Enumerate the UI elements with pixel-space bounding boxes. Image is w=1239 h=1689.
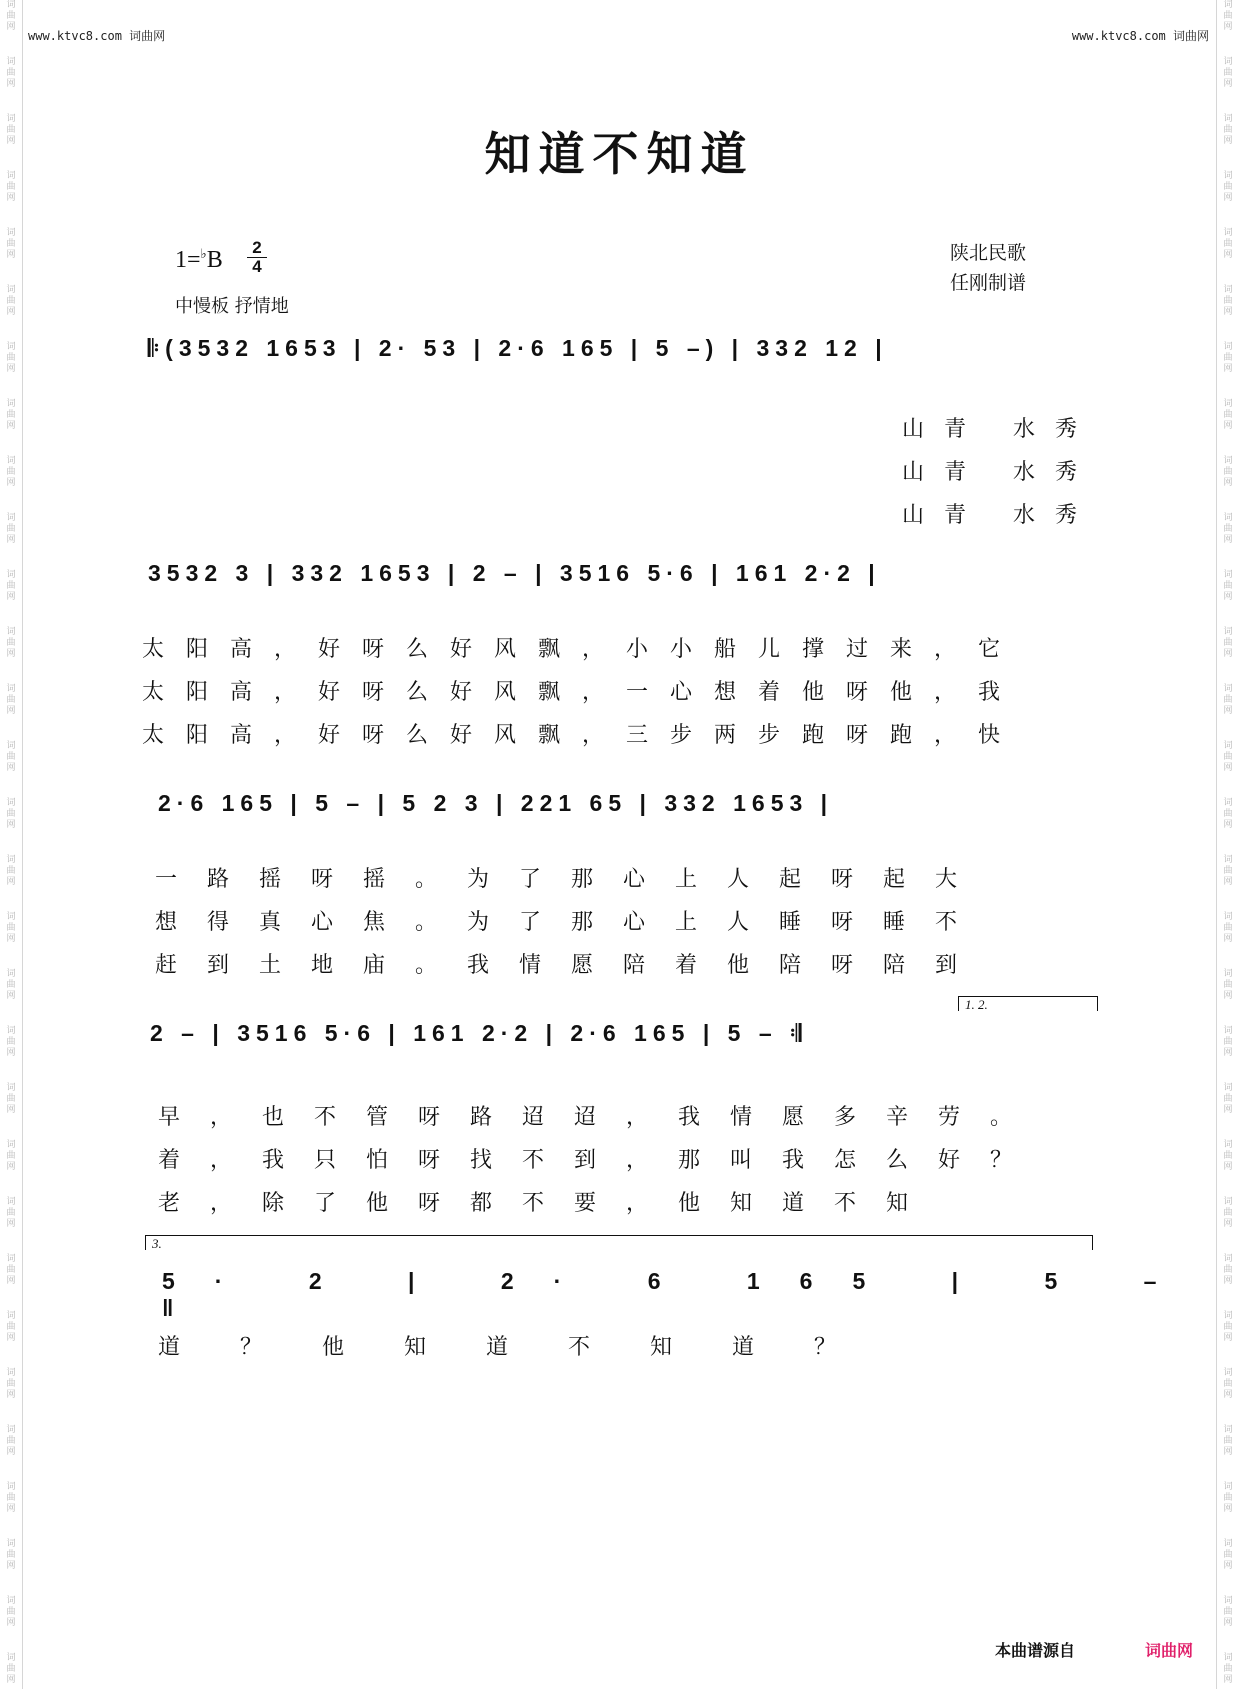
watermark-text: 词曲网 <box>6 171 16 203</box>
watermark-text: 词曲网 <box>6 1482 16 1514</box>
watermark-text: 词曲网 <box>6 342 16 374</box>
watermark-text: 词曲网 <box>1223 1311 1233 1343</box>
watermark-text: 词曲网 <box>6 855 16 887</box>
watermark-text: 词曲网 <box>6 1311 16 1343</box>
watermark-text: 词曲网 <box>1223 456 1233 488</box>
lyric-row4-verse3: 老，除了他呀都不要，他知道不知 <box>158 1191 939 1216</box>
watermark-text: 词曲网 <box>1223 342 1233 374</box>
watermark-text: 词曲网 <box>1223 1197 1233 1229</box>
lyric-row1-verse1: 山青 水秀 <box>902 417 1097 442</box>
score-row-1: 𝄆(3532 1653 | 2· 53 | 2·6 165 | 5 –) | 332 12 | <box>148 335 888 361</box>
arranger-credit: 任刚制谱 <box>950 272 1027 294</box>
watermark-text: 词曲网 <box>6 1368 16 1400</box>
watermark-text: 词曲网 <box>1223 570 1233 602</box>
watermark-text: 词曲网 <box>1223 855 1233 887</box>
watermark-text: 词曲网 <box>6 0 16 32</box>
origin-credit: 陕北民歌 <box>950 242 1027 264</box>
time-signature: 2 4 <box>247 240 267 275</box>
watermark-text: 词曲网 <box>1223 1083 1233 1115</box>
site-url-right: www.ktvc8.com 词曲网 <box>1071 29 1209 43</box>
watermark-text: 词曲网 <box>1223 1596 1233 1628</box>
watermark-text: 词曲网 <box>1223 912 1233 944</box>
watermark-text: 词曲网 <box>1223 171 1233 203</box>
watermark-text: 词曲网 <box>1223 1425 1233 1457</box>
watermark-text: 词曲网 <box>6 570 16 602</box>
watermark-text: 词曲网 <box>6 57 16 89</box>
key-signature: 1=♭B <box>175 246 223 273</box>
watermark-text: 词曲网 <box>6 1140 16 1172</box>
watermark-text: 词曲网 <box>1223 1482 1233 1514</box>
tempo-marking: 中慢板 抒情地 <box>175 296 289 317</box>
score-row-2: 3532 3 | 332 1653 | 2 – | 3516 5·6 | 161 2·2 | <box>148 560 881 586</box>
watermark-text: 词曲网 <box>6 627 16 659</box>
watermark-text: 词曲网 <box>6 1653 16 1685</box>
song-title: 知道不知道 <box>484 127 755 181</box>
watermark-text: 词曲网 <box>6 114 16 146</box>
watermark-text: 词曲网 <box>1223 684 1233 716</box>
watermark-text: 词曲网 <box>6 456 16 488</box>
lyric-row1-verse3: 山青 水秀 <box>902 503 1097 528</box>
lyric-row3-verse3: 赶到土地庙。我情愿陪着他陪呀陪到 <box>155 953 988 978</box>
score-row-4: 2 – | 3516 5·6 | 161 2·2 | 2·6 165 | 5 – 𝄇 <box>150 1020 808 1046</box>
lyric-row5: 道？他知道不知道？ <box>158 1335 897 1360</box>
lyric-row2-verse2: 太阳高，好呀么好风飘，一心想着他呀他，我 <box>142 680 1023 705</box>
watermark-text: 词曲网 <box>1223 1539 1233 1571</box>
watermark-text: 词曲网 <box>6 1026 16 1058</box>
score-row-3: 2·6 165 | 5 – | 5 2 3 | 221 65 | 332 1653 | <box>158 790 834 816</box>
watermark-text: 词曲网 <box>1223 741 1233 773</box>
watermark-text: 词曲网 <box>1223 57 1233 89</box>
lyric-row3-verse2: 想得真心焦。为了那心上人睡呀睡不 <box>155 910 988 935</box>
watermark-text: 词曲网 <box>1223 1653 1233 1685</box>
lyric-row2-verse1: 太阳高，好呀么好风飘，小小船儿撑过来，它 <box>142 637 1023 662</box>
watermark-text: 词曲网 <box>6 513 16 545</box>
volta-third: 3. <box>145 1235 1093 1250</box>
lyric-row2-verse3: 太阳高，好呀么好风飘，三步两步跑呀跑，快 <box>142 723 1023 748</box>
watermark-text: 词曲网 <box>6 912 16 944</box>
watermark-text: 词曲网 <box>6 1083 16 1115</box>
watermark-text: 词曲网 <box>1223 1254 1233 1286</box>
watermark-text: 词曲网 <box>1223 513 1233 545</box>
score-row-5: 5· 2 | 2· 6 165 | 5 – ‖ <box>162 1268 1197 1321</box>
lyric-row4-verse1: 早，也不管呀路迢迢，我情愿多辛劳。 <box>158 1105 1043 1130</box>
footer-source-label: 本曲谱源自 <box>995 1641 1076 1660</box>
watermark-text: 词曲网 <box>1223 114 1233 146</box>
watermark-text: 词曲网 <box>1223 969 1233 1001</box>
watermark-text: 词曲网 <box>6 399 16 431</box>
watermark-text: 词曲网 <box>1223 285 1233 317</box>
watermark-text: 词曲网 <box>1223 399 1233 431</box>
watermark-text: 词曲网 <box>6 798 16 830</box>
lyric-row3-verse1: 一路摇呀摇。为了那心上人起呀起大 <box>155 867 988 892</box>
watermark-text: 词曲网 <box>1223 1368 1233 1400</box>
watermark-text: 词曲网 <box>6 684 16 716</box>
lyric-row1-verse2: 山青 水秀 <box>902 460 1097 485</box>
watermark-text: 词曲网 <box>1223 228 1233 260</box>
watermark-text: 词曲网 <box>1223 1026 1233 1058</box>
lyric-row4-verse2: 着，我只怕呀找不到，那叫我怎么好？ <box>158 1148 1043 1173</box>
volta-first-second: 1. 2. <box>958 996 1098 1011</box>
watermark-text: 词曲网 <box>1223 798 1233 830</box>
watermark-text: 词曲网 <box>1223 1140 1233 1172</box>
watermark-text: 词曲网 <box>6 741 16 773</box>
right-watermark-strip <box>1216 0 1239 1689</box>
watermark-text: 词曲网 <box>6 969 16 1001</box>
left-watermark-strip <box>0 0 23 1689</box>
watermark-text: 词曲网 <box>6 228 16 260</box>
watermark-text: 词曲网 <box>6 1425 16 1457</box>
footer-brand: 词曲网 <box>1145 1641 1194 1660</box>
watermark-text: 词曲网 <box>6 1596 16 1628</box>
watermark-text: 词曲网 <box>6 1539 16 1571</box>
watermark-text: 词曲网 <box>6 1254 16 1286</box>
watermark-text: 词曲网 <box>1223 627 1233 659</box>
site-url-left: www.ktvc8.com 词曲网 <box>28 29 166 43</box>
watermark-text: 词曲网 <box>1223 0 1233 32</box>
watermark-text: 词曲网 <box>6 1197 16 1229</box>
watermark-text: 词曲网 <box>6 285 16 317</box>
